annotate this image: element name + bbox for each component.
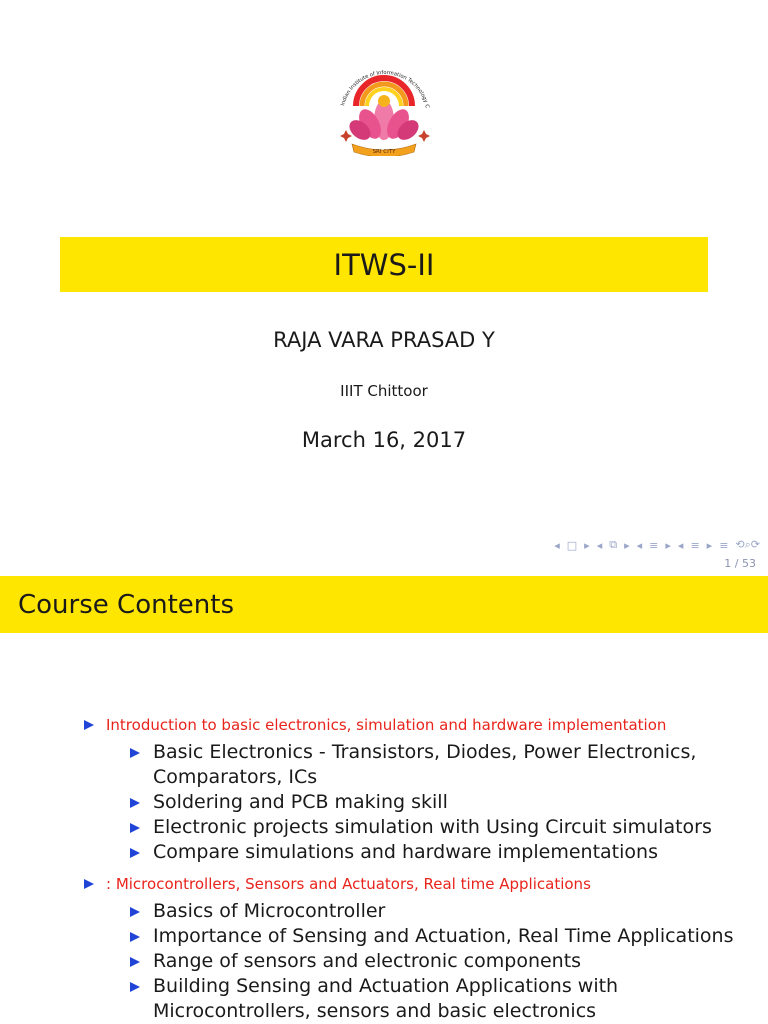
nav-frame-icon[interactable]: □ (566, 538, 578, 552)
section-heading (84, 873, 768, 895)
section-heading (84, 714, 768, 736)
nav-section-prev-icon[interactable]: ◂ (636, 538, 643, 552)
list-item (130, 790, 743, 815)
triangle-bullet-icon (84, 879, 94, 889)
triangle-bullet-icon (130, 957, 140, 967)
list-item (130, 840, 743, 865)
list-item (130, 974, 743, 1024)
logo-ribbon-text: SRI CITY (372, 149, 396, 155)
list-item (130, 899, 743, 924)
list-item-text: Basics of Microcontroller (153, 900, 386, 922)
nav-frame-prev-icon[interactable]: ◂ (554, 538, 560, 552)
list-item-text: Soldering and PCB making skill (153, 791, 448, 813)
author-name: RAJA VARA PRASAD Y (273, 328, 495, 352)
list-item-text: Importance of Sensing and Actuation, Real Time Applications (153, 925, 734, 947)
course-contents-slide (0, 576, 768, 1024)
nav-section-icon[interactable]: ≡ (649, 538, 659, 552)
triangle-bullet-icon (130, 982, 140, 992)
presentation-title: ITWS-II (333, 247, 435, 282)
list-item (130, 949, 743, 974)
nav-part-next-icon[interactable]: ▸ (706, 538, 713, 552)
page-number: 1 / 53 (724, 557, 756, 570)
triangle-bullet-icon (130, 798, 140, 808)
contents-list (0, 714, 768, 1024)
institution-name: IIIT Chittoor (340, 382, 428, 400)
beamer-navigation (554, 538, 760, 552)
list-item-text: Basic Electronics - Transistors, Diodes, Power Electronics, Comparators, ICs (153, 741, 697, 788)
section-heading-text: Introduction to basic electronics, simulation and hardware implementation (106, 716, 667, 734)
nav-section-next-icon[interactable]: ▸ (665, 538, 671, 552)
nav-part-icon[interactable]: ≡ (690, 538, 700, 552)
nav-subsection-next-icon[interactable]: ▸ (624, 538, 630, 552)
nav-part-prev-icon[interactable]: ◂ (677, 538, 684, 552)
list-item-text: Compare simulations and hardware implementations (153, 841, 658, 863)
frame-title-bar (0, 576, 768, 633)
triangle-bullet-icon (130, 748, 140, 758)
logo-arc-text: Indian Institute of Information Technology C (340, 70, 431, 109)
lotus-emblem-icon (334, 46, 434, 156)
list-item (130, 740, 743, 790)
list-item-text: Range of sensors and electronic components (153, 950, 582, 972)
nav-frame-next-icon[interactable]: ▸ (584, 538, 590, 552)
list-item (130, 924, 743, 949)
triangle-bullet-icon (130, 848, 140, 858)
list-item-text: Building Sensing and Actuation Applications with Microcontrollers, sensors and basic electronics (153, 975, 619, 1022)
triangle-bullet-icon (84, 720, 94, 730)
title-bar (60, 237, 708, 292)
list-item-text: Electronic projects simulation with Using Circuit simulators (153, 816, 712, 838)
frame-title: Course Contents (18, 589, 234, 620)
nav-subsection-prev-icon[interactable]: ◂ (596, 538, 603, 552)
triangle-bullet-icon (130, 932, 140, 942)
section-heading-text: : Microcontrollers, Sensors and Actuators, Real time Applications (106, 875, 591, 893)
institute-logo (334, 46, 434, 156)
nav-subsection-icon[interactable]: ⧉ (609, 538, 618, 551)
nav-search-icon[interactable]: ⟲⌕⟳ (735, 538, 760, 551)
triangle-bullet-icon (130, 907, 140, 917)
list-item (130, 815, 743, 840)
nav-document-icon[interactable]: ≡ (719, 538, 729, 552)
triangle-bullet-icon (130, 823, 140, 833)
presentation-date: March 16, 2017 (301, 428, 467, 452)
